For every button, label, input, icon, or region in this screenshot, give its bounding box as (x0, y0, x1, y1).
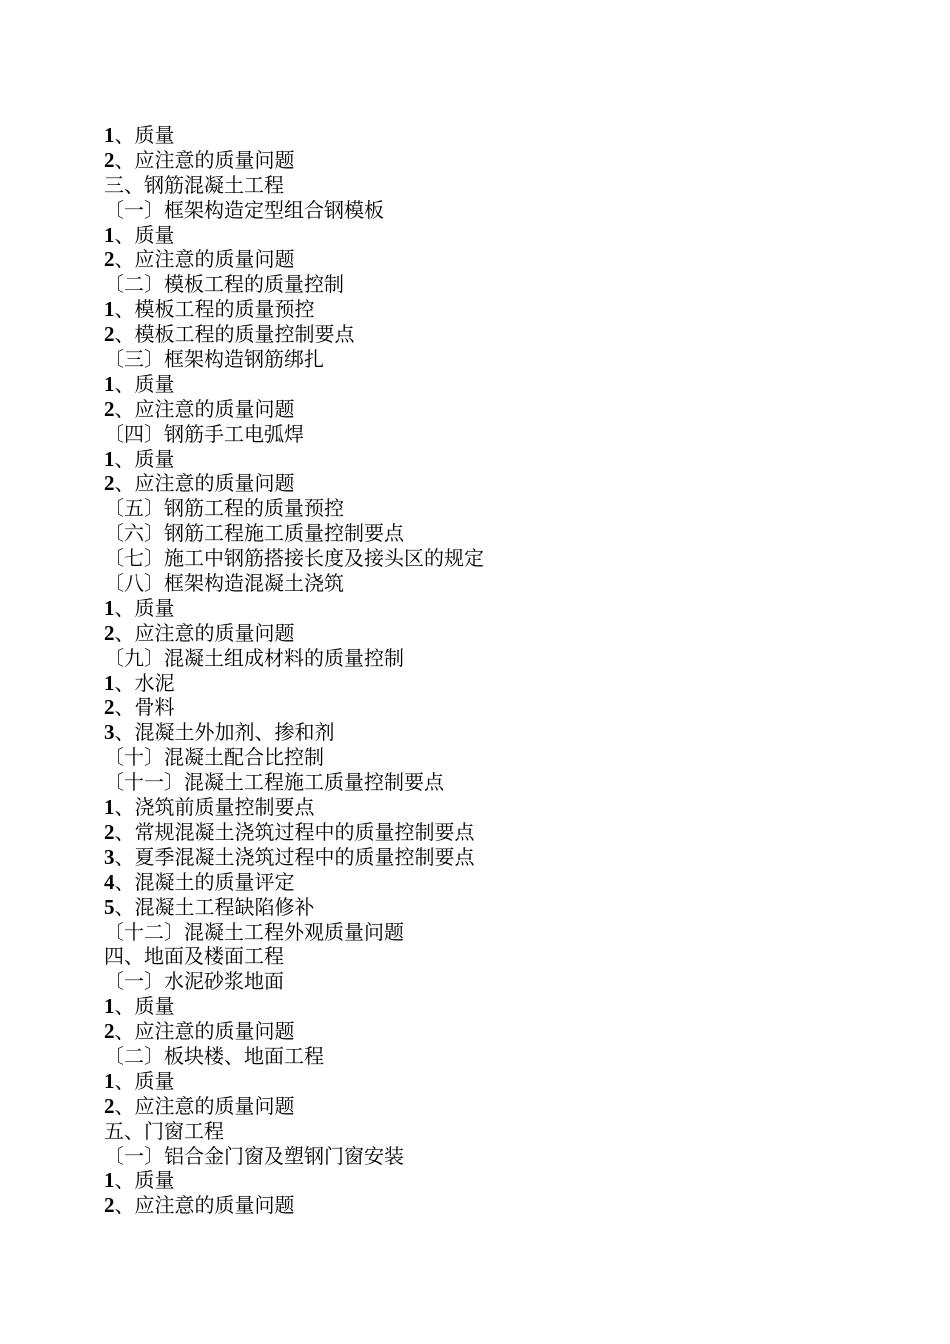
outline-line (104, 895, 484, 920)
outline-line (104, 646, 484, 671)
outline-line-text: 、质量 (114, 595, 175, 620)
outline-line-number: 2 (104, 695, 115, 720)
outline-line-number: 1 (104, 446, 115, 471)
outline-line (104, 770, 484, 795)
outline-line (104, 1044, 484, 1069)
outline-line-text: 〔二〕板块楼、地面工程 (104, 1043, 324, 1068)
outline-line-text: 〔二〕模板工程的质量控制 (104, 272, 344, 297)
outline-line-text: 四、地面及楼面工程 (104, 944, 284, 969)
outline-line-number: 2 (104, 620, 115, 645)
outline-line-text: 〔六〕钢筋工程施工质量控制要点 (104, 521, 404, 546)
outline-line-number: 4 (104, 869, 115, 894)
outline-line-number: 1 (104, 371, 115, 396)
outline-list (104, 123, 484, 1218)
outline-line (104, 1119, 484, 1144)
outline-line-text: 〔一〕框架构造定型组合钢模板 (104, 197, 384, 222)
outline-line-text: 、应注意的质量问题 (114, 247, 295, 272)
outline-line (104, 1094, 484, 1119)
outline-line-text: 、质量 (114, 994, 175, 1019)
outline-line (104, 845, 484, 870)
outline-line (104, 123, 484, 148)
outline-line-number: 2 (104, 1093, 115, 1118)
outline-line (104, 870, 484, 895)
outline-line-text: 、质量 (114, 123, 175, 147)
outline-line-number: 5 (104, 894, 115, 919)
outline-line (104, 247, 484, 272)
outline-line (104, 372, 484, 397)
outline-line-text: 五、门窗工程 (104, 1118, 224, 1143)
outline-line (104, 471, 484, 496)
outline-line-text: 、混凝土外加剂、掺和剂 (114, 720, 335, 745)
outline-line-text: 、混凝土的质量评定 (114, 869, 295, 894)
outline-line (104, 720, 484, 745)
outline-line-text: 、模板工程的质量控制要点 (114, 322, 355, 347)
outline-line-text: 、骨料 (114, 695, 175, 720)
outline-line-number: 2 (104, 471, 115, 496)
outline-line (104, 521, 484, 546)
outline-line (104, 571, 484, 596)
outline-line-number: 2 (104, 147, 115, 172)
outline-line (104, 994, 484, 1019)
outline-line-number: 1 (104, 297, 115, 322)
outline-line (104, 596, 484, 621)
outline-line (104, 1069, 484, 1094)
outline-line-text: 〔四〕钢筋手工电弧焊 (104, 421, 304, 446)
outline-line-text: 〔一〕铝合金门窗及塑钢门窗安装 (104, 1143, 404, 1168)
outline-line-text: 〔三〕框架构造钢筋绑扎 (104, 347, 324, 372)
outline-line-text: 〔一〕水泥砂浆地面 (104, 969, 284, 994)
outline-line-text: 、应注意的质量问题 (114, 1193, 295, 1218)
outline-line (104, 745, 484, 770)
outline-line-number: 1 (104, 795, 115, 820)
outline-line (104, 322, 484, 347)
outline-line (104, 272, 484, 297)
outline-line (104, 920, 484, 945)
outline-line-text: 〔十一〕混凝土工程施工质量控制要点 (104, 770, 444, 795)
outline-line-text: 三、钢筋混凝土工程 (104, 172, 284, 197)
outline-line-text: 〔十二〕混凝土工程外观质量问题 (104, 919, 404, 944)
outline-line (104, 148, 484, 173)
outline-line-number: 1 (104, 994, 115, 1019)
outline-line (104, 173, 484, 198)
outline-line (104, 695, 484, 720)
outline-line-text: 、质量 (114, 446, 175, 471)
outline-line-text: 、常规混凝土浇筑过程中的质量控制要点 (114, 819, 475, 844)
outline-line (104, 347, 484, 372)
outline-line (104, 1193, 484, 1218)
outline-line (104, 671, 484, 696)
outline-line (104, 944, 484, 969)
outline-line-number: 2 (104, 396, 115, 421)
outline-line-text: 、水泥 (114, 670, 175, 695)
outline-line-text: 、质量 (114, 1168, 175, 1193)
outline-line-text: 、夏季混凝土浇筑过程中的质量控制要点 (114, 844, 475, 869)
outline-line-number: 2 (104, 322, 115, 347)
outline-line-number: 2 (104, 1019, 115, 1044)
outline-line (104, 1144, 484, 1169)
outline-line-number: 1 (104, 670, 115, 695)
outline-line-text: 、混凝土工程缺陷修补 (114, 894, 315, 919)
outline-line-text: 、应注意的质量问题 (114, 1093, 295, 1118)
outline-line-text: 、模板工程的质量预控 (114, 297, 315, 322)
outline-line-number: 1 (104, 222, 115, 247)
outline-line (104, 297, 484, 322)
outline-line (104, 1019, 484, 1044)
outline-line-text: 、应注意的质量问题 (114, 396, 295, 421)
outline-line-number: 2 (104, 1193, 115, 1218)
outline-line-text: 、质量 (114, 1068, 175, 1093)
outline-line (104, 223, 484, 248)
outline-line-number: 1 (104, 1068, 115, 1093)
outline-line (104, 447, 484, 472)
outline-line-text: 、应注意的质量问题 (114, 147, 295, 172)
outline-line-text: 、应注意的质量问题 (114, 1019, 295, 1044)
outline-line (104, 397, 484, 422)
outline-line (104, 422, 484, 447)
outline-line-number: 2 (104, 819, 115, 844)
outline-line-text: 、应注意的质量问题 (114, 620, 295, 645)
outline-line (104, 198, 484, 223)
outline-line (104, 969, 484, 994)
outline-line-number: 1 (104, 123, 115, 147)
outline-line (104, 1168, 484, 1193)
outline-line-number: 1 (104, 1168, 115, 1193)
outline-line-text: 〔十〕混凝土配合比控制 (104, 745, 324, 770)
outline-line-text: 〔八〕框架构造混凝土浇筑 (104, 571, 344, 596)
outline-line-text: 〔五〕钢筋工程的质量预控 (104, 496, 344, 521)
outline-line-text: 〔七〕施工中钢筋搭接长度及接头区的规定 (104, 546, 484, 571)
outline-line-number: 3 (104, 844, 115, 869)
outline-line-text: 、质量 (114, 222, 175, 247)
outline-line-text: 、应注意的质量问题 (114, 471, 295, 496)
outline-line (104, 820, 484, 845)
outline-line (104, 621, 484, 646)
outline-line (104, 795, 484, 820)
outline-line-number: 3 (104, 720, 115, 745)
outline-line-text: 、质量 (114, 371, 175, 396)
outline-line (104, 496, 484, 521)
outline-line-text: 〔九〕混凝土组成材料的质量控制 (104, 645, 404, 670)
outline-line-number: 1 (104, 595, 115, 620)
outline-line-text: 、浇筑前质量控制要点 (114, 795, 315, 820)
outline-line (104, 546, 484, 571)
outline-line-number: 2 (104, 247, 115, 272)
